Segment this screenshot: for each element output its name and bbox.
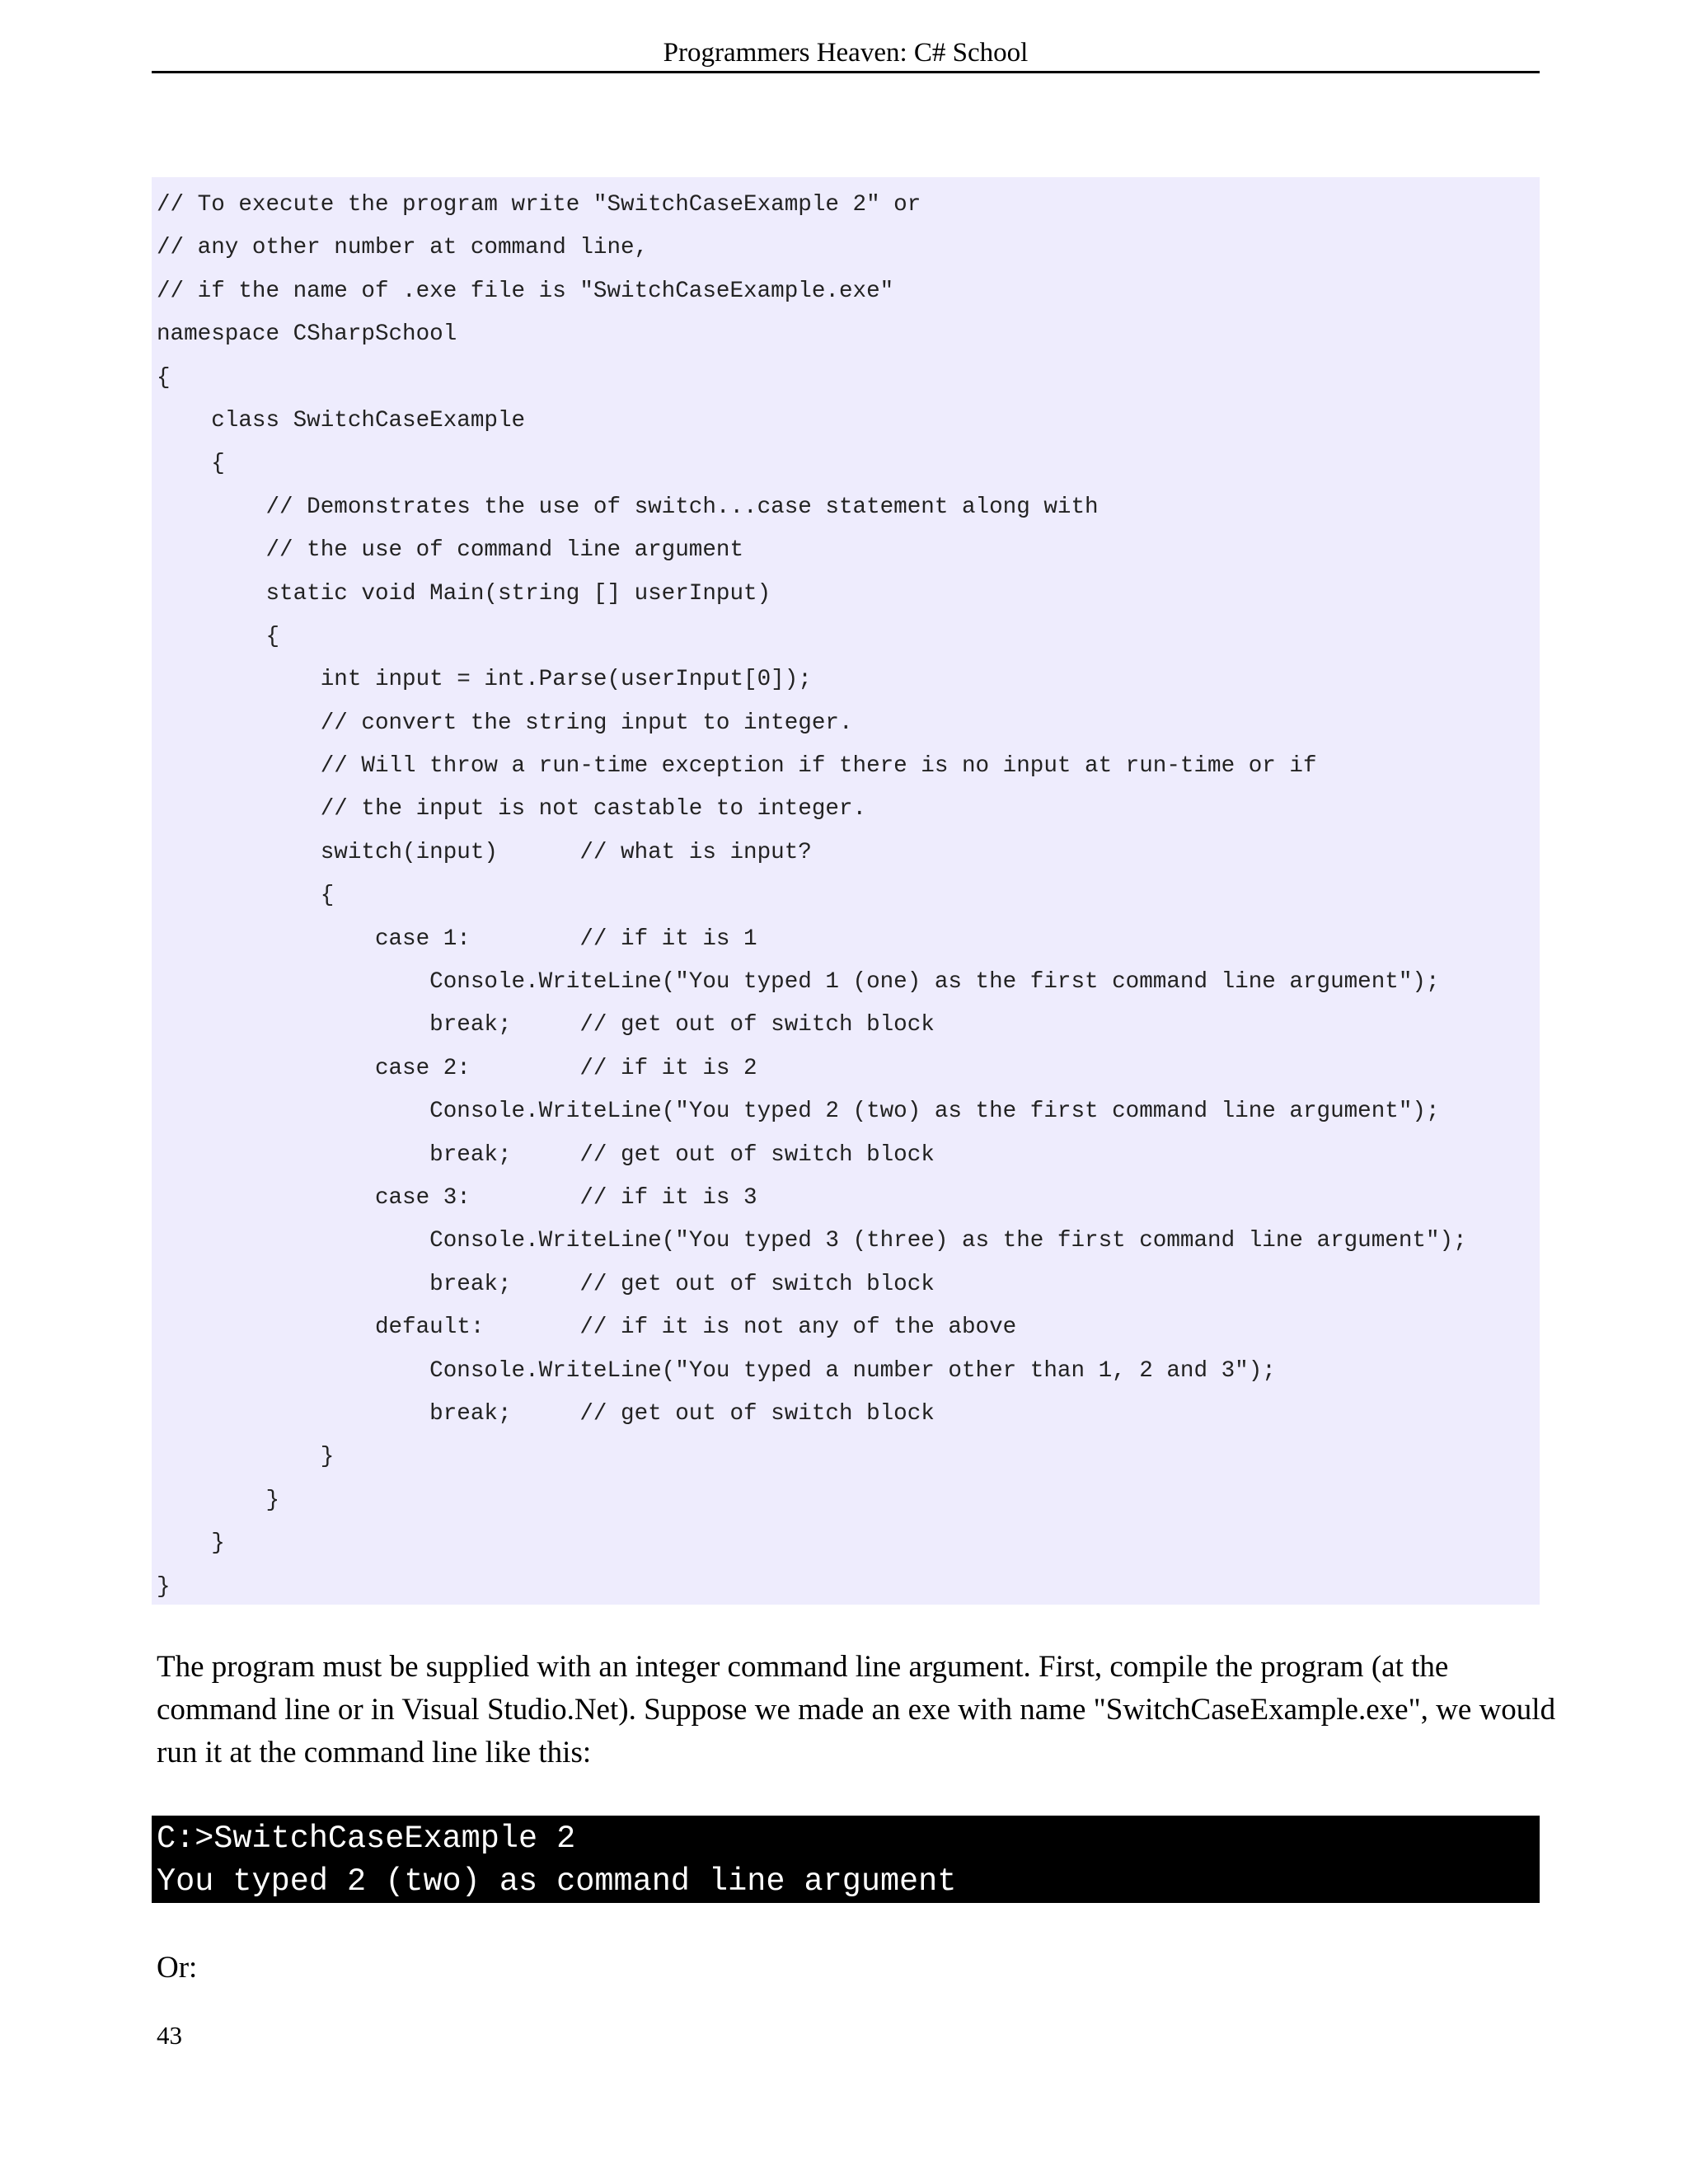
paragraph-line: run it at the command line like this: xyxy=(157,1736,592,1769)
code-line: // any other number at command line, xyxy=(157,235,649,261)
code-line: } xyxy=(157,1444,335,1470)
code-line: } xyxy=(157,1487,280,1513)
code-line: { xyxy=(157,364,171,391)
code-line: Console.WriteLine("You typed a number other than 1, 2 and 3"); xyxy=(157,1357,1276,1384)
page-number: 43 xyxy=(157,2021,182,2050)
paragraph-line: The program must be supplied with an integer command line argument. First, compile the program (at the xyxy=(157,1650,1449,1684)
code-line: { xyxy=(157,451,225,477)
code-line: { xyxy=(157,883,335,909)
code-line: default: // if it is not any of the above xyxy=(157,1315,1017,1341)
code-line: // To execute the program write "SwitchCaseExample 2" or xyxy=(157,192,921,218)
code-line: switch(input) // what is input? xyxy=(157,839,812,865)
console-line: C:>SwitchCaseExample 2 xyxy=(157,1821,576,1857)
code-line: case 2: // if it is 2 xyxy=(157,1055,757,1081)
console-output-block xyxy=(152,1816,1540,1903)
code-line: break; // get out of switch block xyxy=(157,1271,935,1297)
page-header xyxy=(152,35,1540,73)
code-line: break; // get out of switch block xyxy=(157,1400,935,1427)
code-line: Console.WriteLine("You typed 1 (one) as the first command line argument"); xyxy=(157,969,1440,996)
code-line: // convert the string input to integer. xyxy=(157,710,853,736)
code-line: break; // get out of switch block xyxy=(157,1141,935,1168)
code-line: Console.WriteLine("You typed 2 (two) as the first command line argument"); xyxy=(157,1099,1440,1125)
code-line: namespace CSharpSchool xyxy=(157,321,457,348)
code-line: case 1: // if it is 1 xyxy=(157,926,757,952)
code-line: break; // get out of switch block xyxy=(157,1012,935,1038)
code-line: } xyxy=(157,1573,171,1600)
or-text: Or: xyxy=(157,1951,198,1985)
console-line: You typed 2 (two) as command line argument xyxy=(157,1863,957,1900)
paragraph-line: command line or in Visual Studio.Net). Suppose we made an exe with name "SwitchCaseExample.exe", we would xyxy=(157,1693,1556,1727)
body-paragraph xyxy=(157,1646,1556,1774)
code-line: // Demonstrates the use of switch...case statement along with xyxy=(157,494,1099,520)
code-line: { xyxy=(157,623,280,649)
code-line: class SwitchCaseExample xyxy=(157,407,526,434)
code-line: Console.WriteLine("You typed 3 (three) as the first command line argument"); xyxy=(157,1228,1467,1254)
code-line: static void Main(string [] userInput) xyxy=(157,580,771,607)
code-line: // the use of command line argument xyxy=(157,537,744,564)
code-line: } xyxy=(157,1530,225,1557)
code-line: // Will throw a run-time exception if there is no input at run-time or if xyxy=(157,753,1317,780)
page-header-title: Programmers Heaven: C# School xyxy=(663,38,1029,68)
code-line: case 3: // if it is 3 xyxy=(157,1184,757,1211)
code-line: int input = int.Parse(userInput[0]); xyxy=(157,667,812,693)
code-line: // if the name of .exe file is "SwitchCaseExample.exe" xyxy=(157,278,894,304)
code-block xyxy=(152,177,1540,1605)
code-line: // the input is not castable to integer. xyxy=(157,796,867,823)
